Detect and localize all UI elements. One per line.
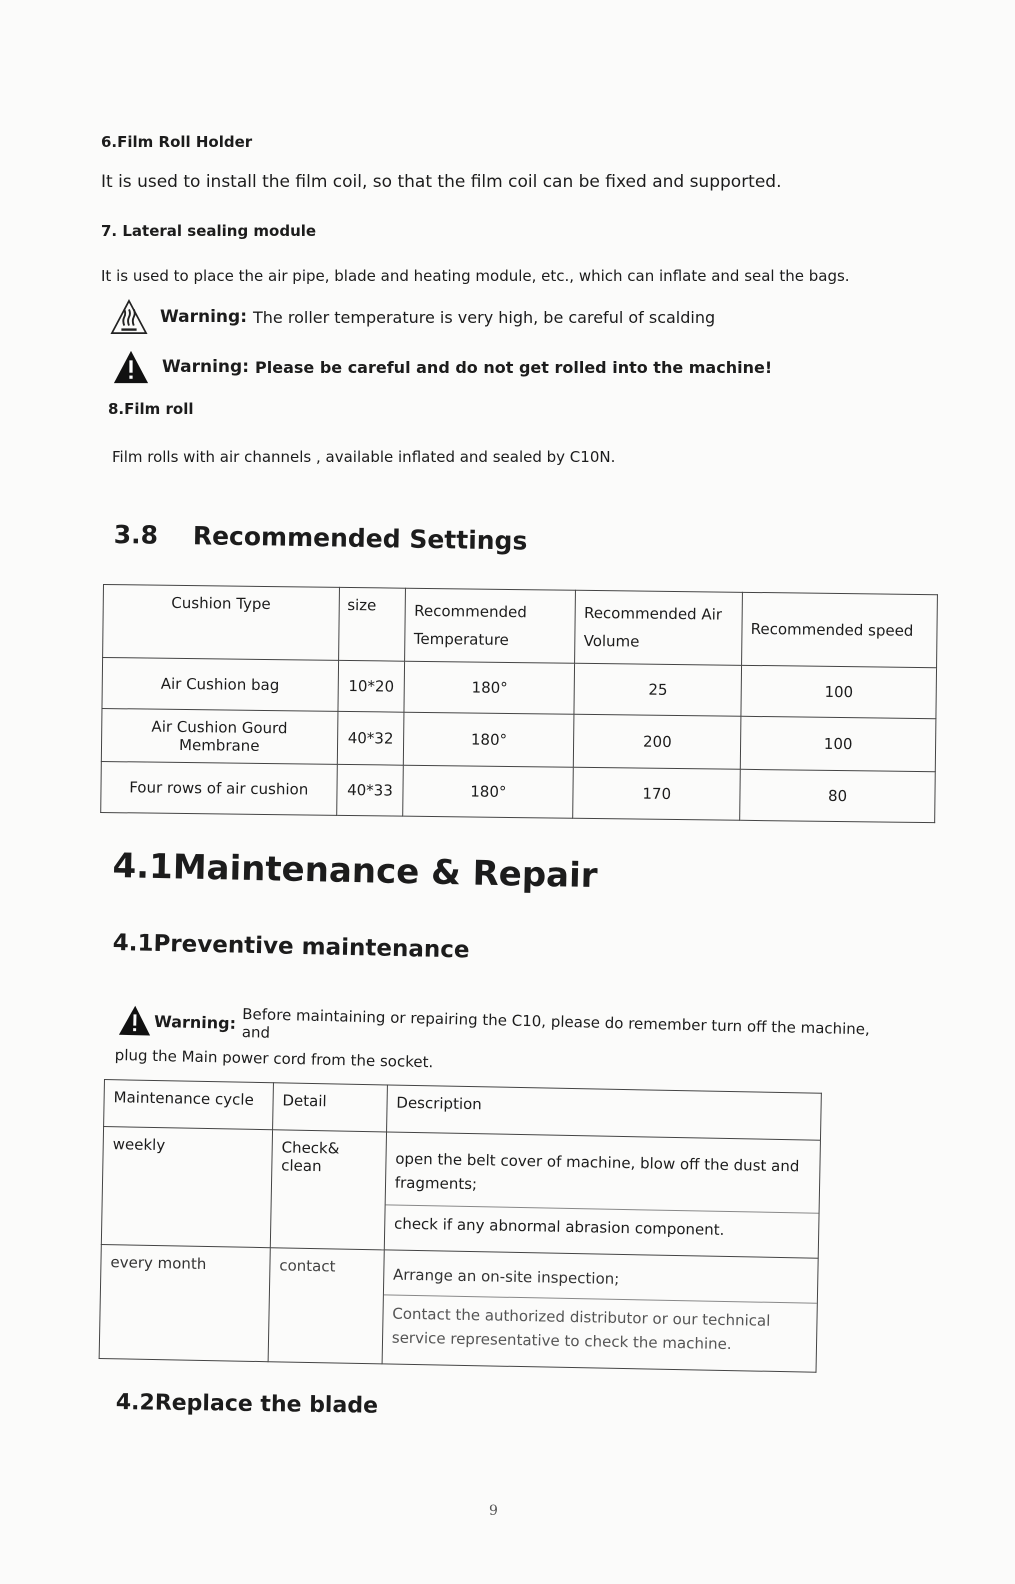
table-row xyxy=(101,761,936,822)
description-line: Arrange an on-site inspection; xyxy=(384,1258,818,1303)
cycle-cell: every month xyxy=(99,1244,270,1361)
maintenance-warning-continued: plug the Main power cord from the socket. xyxy=(114,1046,434,1072)
page-number: 9 xyxy=(489,1503,498,1519)
header-description: Description xyxy=(386,1085,821,1140)
size-cell: 40*33 xyxy=(336,764,404,816)
cycle-cell: weekly xyxy=(101,1127,272,1248)
speed-cell: 80 xyxy=(740,769,935,822)
recommended-settings-title: 3.8 Recommended Settings xyxy=(113,520,528,556)
warning-label: Warning: xyxy=(162,357,250,377)
header-speed: Recommended speed xyxy=(742,592,938,667)
size-cell: 10*20 xyxy=(337,660,405,712)
size-cell: 40*32 xyxy=(337,711,405,765)
warning-scalding xyxy=(110,298,715,336)
temperature-cell: 180° xyxy=(404,661,574,714)
warning-rolled-in xyxy=(112,348,772,386)
detail-cell: Check& clean xyxy=(270,1130,386,1250)
header-maintenance-cycle: Maintenance cycle xyxy=(104,1080,274,1130)
film-roll-holder-heading: 6.Film Roll Holder xyxy=(101,133,253,151)
description-cell xyxy=(382,1250,818,1372)
replace-blade-title: 4.2Replace the blade xyxy=(115,1390,379,1419)
maintenance-title: 4.1Maintenance & Repair xyxy=(112,846,598,897)
warning-text: Before maintaining or repairing the C10, please do remember turn off the machine, and xyxy=(241,1005,871,1042)
warning-text: Please be careful and do not get rolled into the machine! xyxy=(255,357,773,377)
header-temperature: Recommended Temperature xyxy=(405,588,576,663)
table-row xyxy=(101,1127,820,1259)
temperature-cell: 180° xyxy=(403,765,573,818)
header-size: size xyxy=(338,587,406,661)
description-line: check if any abnormal abrasion component. xyxy=(393,1214,725,1239)
hot-surface-warning-icon xyxy=(110,298,148,336)
air-volume-cell: 25 xyxy=(574,663,741,716)
film-roll-heading: 8.Film roll xyxy=(108,400,194,418)
speed-cell: 100 xyxy=(741,665,936,718)
warning-triangle-icon xyxy=(112,348,150,386)
lateral-sealing-text: It is used to place the air pipe, blade and heating module, etc., which can inflate and seal the bags. xyxy=(101,267,850,285)
warning-triangle-icon xyxy=(117,1003,152,1038)
warning-label: Warning: xyxy=(160,307,248,327)
temperature-cell: 180° xyxy=(404,712,574,767)
maintenance-table xyxy=(99,1079,822,1373)
cushion-type-cell: Air Cushion Gourd Membrane xyxy=(101,708,337,764)
film-roll-holder-text: It is used to install the film coil, so that the film coil can be fixed and supported. xyxy=(101,172,782,192)
description-line: open the belt cover of machine, blow off the dust and fragments; xyxy=(385,1140,819,1213)
air-volume-cell: 170 xyxy=(573,767,740,820)
recommended-settings-table xyxy=(100,584,938,823)
cushion-type-cell: Four rows of air cushion xyxy=(101,761,337,815)
header-detail: Detail xyxy=(272,1083,387,1132)
table-row xyxy=(99,1244,818,1372)
cushion-type-cell: Air Cushion bag xyxy=(102,658,338,712)
description-line: Contact the authorized distributor or our technical service representative to check the machine. xyxy=(391,1304,771,1354)
detail-cell: contact xyxy=(268,1248,384,1364)
preventive-maintenance-subtitle: 4.1Preventive maintenance xyxy=(112,930,470,964)
warning-text: The roller temperature is very high, be careful of scalding xyxy=(253,307,716,327)
header-cushion-type: Cushion Type xyxy=(103,585,339,661)
description-cell xyxy=(384,1132,820,1258)
table-header-row xyxy=(103,585,938,668)
film-roll-text: Film rolls with air channels , available inflated and sealed by C10N. xyxy=(112,448,616,466)
speed-cell: 100 xyxy=(740,716,935,771)
warning-label: Warning: xyxy=(153,1011,237,1033)
header-air-volume: Recommended Air Volume xyxy=(575,590,743,665)
lateral-sealing-heading: 7. Lateral sealing module xyxy=(101,222,317,240)
air-volume-cell: 200 xyxy=(574,714,741,769)
